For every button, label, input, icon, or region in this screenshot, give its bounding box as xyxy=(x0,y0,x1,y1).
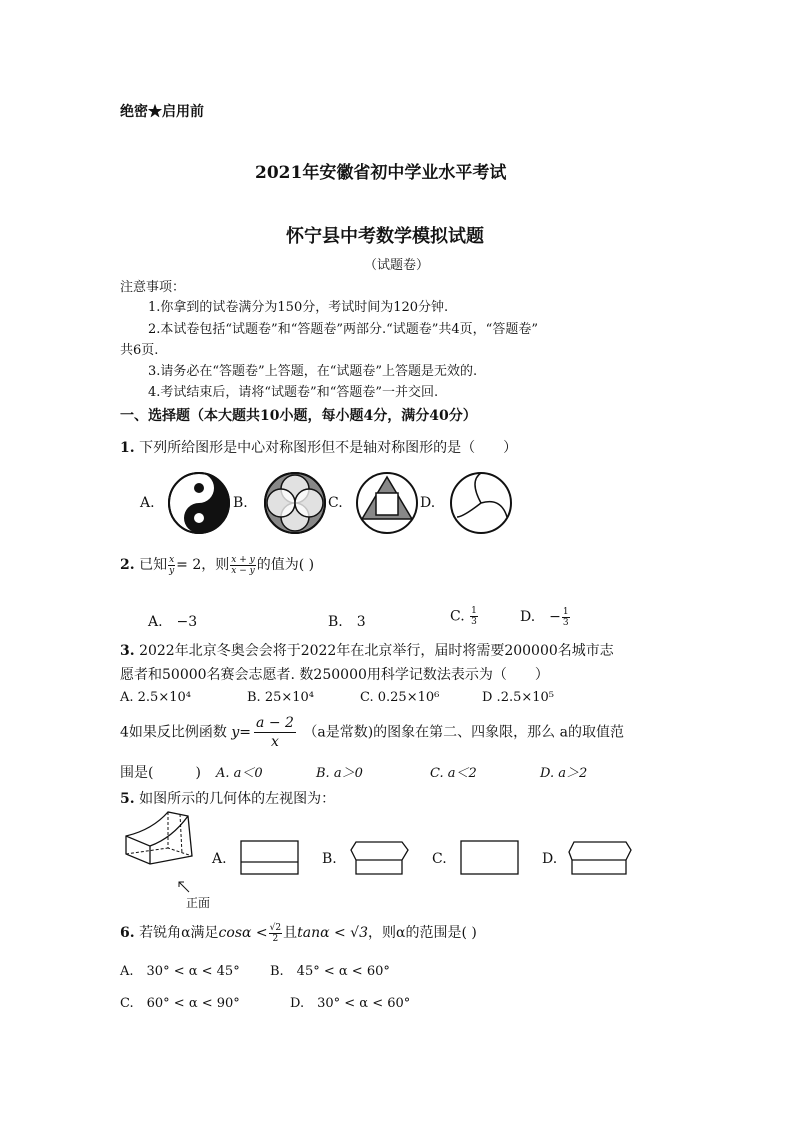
q6-option-d: D. 30° < α < 60° xyxy=(290,996,411,1011)
note-1: 1.你拿到的试卷满分为150分，考试时间为120分钟. xyxy=(148,300,449,315)
q3-number: 3. xyxy=(120,643,135,659)
q2-mid: = 2，则 xyxy=(176,557,230,573)
q5-option-d: D. xyxy=(542,851,558,867)
q6-option-b: B. 45° < α < 60° xyxy=(270,964,390,979)
q1-option-c: C. xyxy=(328,495,343,511)
q5-option-b: B. xyxy=(322,851,337,867)
q4-line2: 围是( ) xyxy=(120,765,201,781)
q3-line2: 愿者和50000名赛会志愿者. 数250000用科学记数法表示为（ ） xyxy=(120,667,549,683)
q1-line xyxy=(120,437,517,457)
q2-line xyxy=(120,554,314,576)
q4-option-c: C. a＜2 xyxy=(430,766,477,781)
exam-subtitle: 怀宁县中考数学模拟试题 xyxy=(286,226,484,247)
q3-option-d: D .2.5×10⁵ xyxy=(482,690,555,705)
q2-fraction-xy: $\frac{x}{y}$ xyxy=(169,554,175,576)
four-petal-figure xyxy=(263,471,327,535)
q2-fraction-expr: $\frac{x + y}{x - y}$ xyxy=(231,554,255,576)
solid-figure xyxy=(122,808,202,883)
q2-pre: 已知 xyxy=(139,557,168,573)
section-heading: 一、选择题（本大题共10小题，每小题4分，满分40分） xyxy=(120,408,477,424)
q2-post: 的值为( ) xyxy=(256,557,315,573)
q6-line: 6. 若锐角α满足cosα < $\frac{√2}{2}$ 且tanα < √3，则α的范围是( ) xyxy=(120,922,477,944)
exam-title: 2021年安徽省初中学业水平考试 xyxy=(255,163,507,183)
q2-option-a: A. −3 xyxy=(148,614,198,630)
q2-option-b: B. 3 xyxy=(328,614,366,630)
secret-label: 绝密★启用前 xyxy=(120,104,204,120)
q4-fraction: $\frac{a - 2}{x}$ xyxy=(256,715,294,750)
paper-type: （试题卷） xyxy=(364,258,430,273)
q6-number: 6. xyxy=(120,925,135,941)
front-arrow xyxy=(175,880,191,894)
q3-line1: 3. 2022年北京冬奥会会将于2022年在北京举行，届时将需要200000名城市志 xyxy=(120,643,614,659)
q6-fraction: $\frac{√2}{2}$ xyxy=(269,922,282,944)
q5-line: 5. 如图所示的几何体的左视图为： xyxy=(120,791,336,807)
q2-number: 2. xyxy=(120,557,135,573)
note-2-cont: 共6页. xyxy=(120,343,159,358)
q2-option-d: D. − $\frac{1}{3}$ xyxy=(520,606,569,628)
q5-option-a: A. xyxy=(212,851,227,867)
q4-option-a: A. a＜0 xyxy=(216,766,263,781)
front-label: 正面 xyxy=(186,896,211,910)
triangle-square-figure xyxy=(355,471,419,535)
triskelion-figure xyxy=(449,471,513,535)
q1-text: 下列所给图形是中心对称图形但不是轴对称图形的是（ ） xyxy=(139,440,518,456)
q1-number: 1. xyxy=(120,440,135,456)
q4-option-b: B. a＞0 xyxy=(316,766,363,781)
q2-c-fraction: $\frac{1}{3}$ xyxy=(471,606,477,627)
yin-yang-figure xyxy=(167,471,231,535)
q5-b-figure xyxy=(350,840,410,876)
q3-option-c: C. 0.25×10⁶ xyxy=(360,690,440,705)
q4-line1: 4如果反比例函数 y= $\frac{a - 2}{x}$ （a是常数)的图象在第二、四象限，那么 a的取值范 xyxy=(120,715,624,750)
q4-option-d: D. a＞2 xyxy=(540,766,588,781)
q5-d-figure xyxy=(568,840,632,876)
note-2: 2.本试卷包括“试题卷”和“答题卷”两部分.“试题卷”共4页，“答题卷” xyxy=(148,322,538,337)
q5-number: 5. xyxy=(120,791,135,807)
q1-option-b: B. xyxy=(233,495,248,511)
q5-c-figure xyxy=(460,840,520,876)
q6-option-a: A. 30° < α < 45° xyxy=(120,964,240,979)
q3-option-a: A. 2.5×10⁴ xyxy=(120,690,191,705)
q6-option-c: C. 60° < α < 90° xyxy=(120,996,240,1011)
q1-option-a: A. xyxy=(140,495,155,511)
note-3: 3.请务必在“答题卷”上答题，在“试题卷”上答题是无效的. xyxy=(148,364,478,379)
q2-d-fraction: $\frac{1}{3}$ xyxy=(562,606,569,628)
q3-option-b: B. 25×10⁴ xyxy=(247,690,315,705)
notes-heading: 注意事项： xyxy=(120,280,186,295)
q2-option-c: C. $\frac{1}{3}$ xyxy=(450,606,477,627)
note-4: 4.考试结束后，请将“试题卷”和“答题卷”一并交回. xyxy=(148,385,439,400)
q5-a-figure xyxy=(240,840,300,876)
q1-option-d: D. xyxy=(420,495,436,511)
q5-option-c: C. xyxy=(432,851,447,867)
